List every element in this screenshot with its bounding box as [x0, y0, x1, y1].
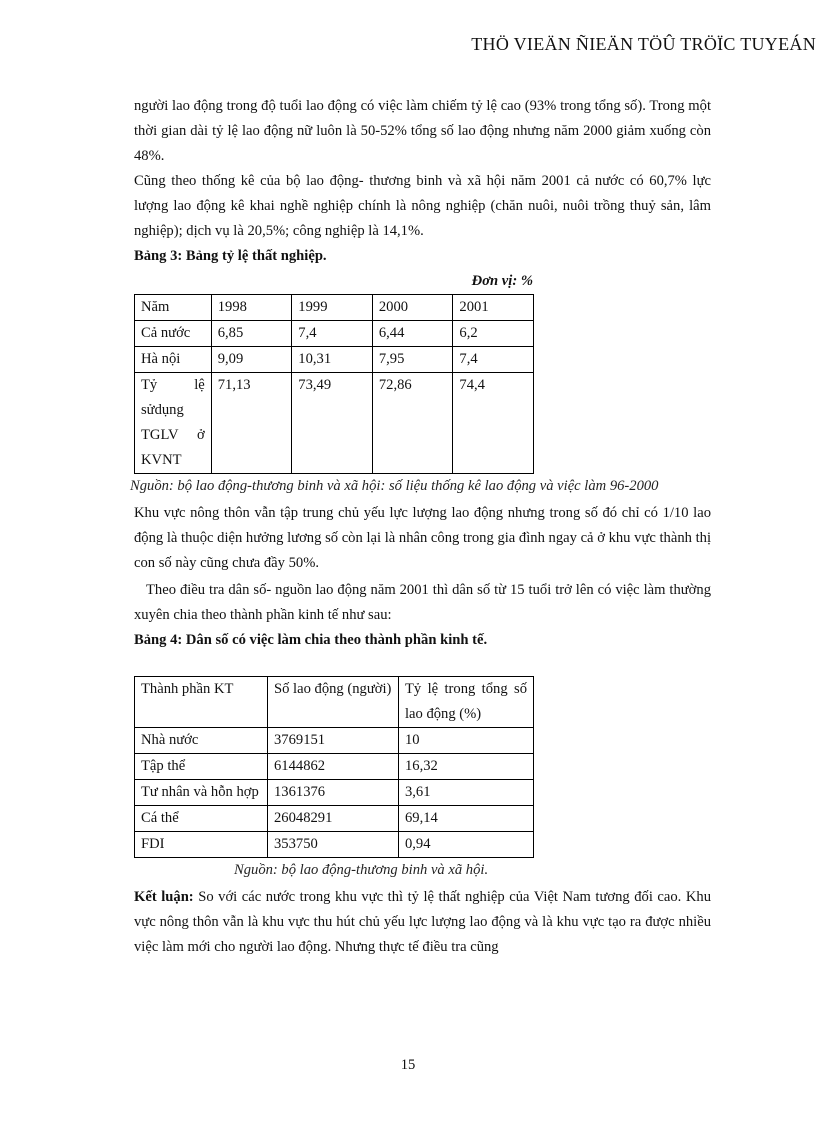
table-cell: Cả nước — [135, 321, 212, 347]
paragraph-4: Theo điều tra dân số- nguồn lao động năm 2001 thì dân số từ 15 tuổi trở lên có việc làm thường xuyên chia theo thành phần kinh tế như sau: — [134, 582, 711, 623]
paragraph-2: Cũng theo thống kê của bộ lao động- thương binh và xã hội năm 2001 cả nước có 60,7% lực lượng lao động kê khai nghề nghiệp chính là nông nghiệp (chăn nuôi, nuôi trồng thuỷ sản, lâm nghiệp); dịch vụ là 20,5%; công nghiệp là 14,1%. — [134, 173, 711, 239]
table-cell: 73,49 — [292, 373, 373, 474]
conclusion-label: Kết luận: — [134, 889, 194, 905]
table-cell: 6,85 — [211, 321, 292, 347]
paragraph-3: Khu vực nông thôn vẫn tập trung chủ yếu lực lượng lao động nhưng trong số đó chỉ có 1/10 lao động là thuộc diện hưởng lương số còn lại là nhân công trong gia đình ngay cả ở khu vực thành thị con số này cũng chưa đầy 50%. — [134, 505, 711, 571]
unemployment-table — [134, 294, 534, 474]
table-cell: 6,44 — [372, 321, 453, 347]
table-header-cell: Tỷ lệ trong tổng số lao động (%) — [398, 677, 533, 728]
table-row — [135, 321, 534, 347]
table-row — [135, 754, 534, 780]
table-cell: FDI — [135, 832, 268, 858]
table-header-cell: Số lao động (người) — [268, 677, 399, 728]
table-cell: 71,13 — [211, 373, 292, 474]
table-row — [135, 780, 534, 806]
table3-unit: Đơn vị: % — [471, 273, 533, 289]
table-header-cell: 1999 — [292, 295, 373, 321]
table-cell: 26048291 — [268, 806, 399, 832]
table-row — [135, 806, 534, 832]
table-cell: 3,61 — [398, 780, 533, 806]
table-cell: 353750 — [268, 832, 399, 858]
table3-title: Bảng 3: Bảng tỷ lệ thất nghiệp. — [134, 248, 327, 264]
table-cell: 10,31 — [292, 347, 373, 373]
table-row — [135, 832, 534, 858]
table-cell: Tư nhân và hỗn hợp — [135, 780, 268, 806]
table-row — [135, 677, 534, 728]
table-cell: 16,32 — [398, 754, 533, 780]
table-row — [135, 728, 534, 754]
table-row — [135, 295, 534, 321]
table4-title: Bảng 4: Dân số có việc làm chia theo thành phần kinh tế. — [134, 632, 488, 648]
table-cell: 1361376 — [268, 780, 399, 806]
table-cell: 3769151 — [268, 728, 399, 754]
table-header-cell: 2001 — [453, 295, 534, 321]
table-header-cell: Năm — [135, 295, 212, 321]
table-cell: Tập thể — [135, 754, 268, 780]
table-cell: Cá thể — [135, 806, 268, 832]
table-row — [135, 347, 534, 373]
table-cell: Hà nội — [135, 347, 212, 373]
table-row — [135, 373, 534, 474]
table-cell: Tỷ lệ sửdụng TGLV ở KVNT — [135, 373, 212, 474]
table-cell: 7,4 — [453, 347, 534, 373]
table-cell: 6144862 — [268, 754, 399, 780]
conclusion-text: So với các nước trong khu vực thì tỷ lệ thất nghiệp của Việt Nam tương đối cao. Khu vực nông thôn vẫn là khu vực thu hút chủ yếu lực lượng lao động và là khu vực tạo ra được nhiều việc làm mới cho người lao động. Nhưng thực tế điều tra cũng — [134, 889, 711, 955]
table-cell: 72,86 — [372, 373, 453, 474]
table-header-cell: 1998 — [211, 295, 292, 321]
table-cell: 6,2 — [453, 321, 534, 347]
table-cell: Nhà nước — [135, 728, 268, 754]
library-header: THÖ VIEÄN ÑIEÄN TÖÛ TRÖÏC TUYEÁN — [471, 34, 816, 54]
page-number: 15 — [400, 1057, 416, 1073]
table-cell: 7,4 — [292, 321, 373, 347]
table-cell: 10 — [398, 728, 533, 754]
table-cell: 0,94 — [398, 832, 533, 858]
table-cell: 74,4 — [453, 373, 534, 474]
table-header-cell: Thành phần KT — [135, 677, 268, 728]
table-cell: 69,14 — [398, 806, 533, 832]
conclusion-paragraph — [134, 885, 711, 960]
employment-by-sector-table — [134, 676, 534, 858]
table4-source: Nguồn: bộ lao động-thương binh và xã hội. — [234, 862, 489, 878]
table3-source: Nguồn: bộ lao động-thương binh và xã hội: số liệu thống kê lao động và việc làm 96-2000 — [130, 478, 659, 494]
table-cell: 7,95 — [372, 347, 453, 373]
table-header-cell: 2000 — [372, 295, 453, 321]
table-cell: 9,09 — [211, 347, 292, 373]
page-content — [130, 94, 711, 960]
paragraph-1: người lao động trong độ tuổi lao động có việc làm chiếm tỷ lệ cao (93% trong tổng số). Trong một thời gian dài tỷ lệ lao động nữ luôn là 50-52% tổng số lao động nhưng năm 2000 giảm xuống còn 48%. — [134, 98, 711, 164]
